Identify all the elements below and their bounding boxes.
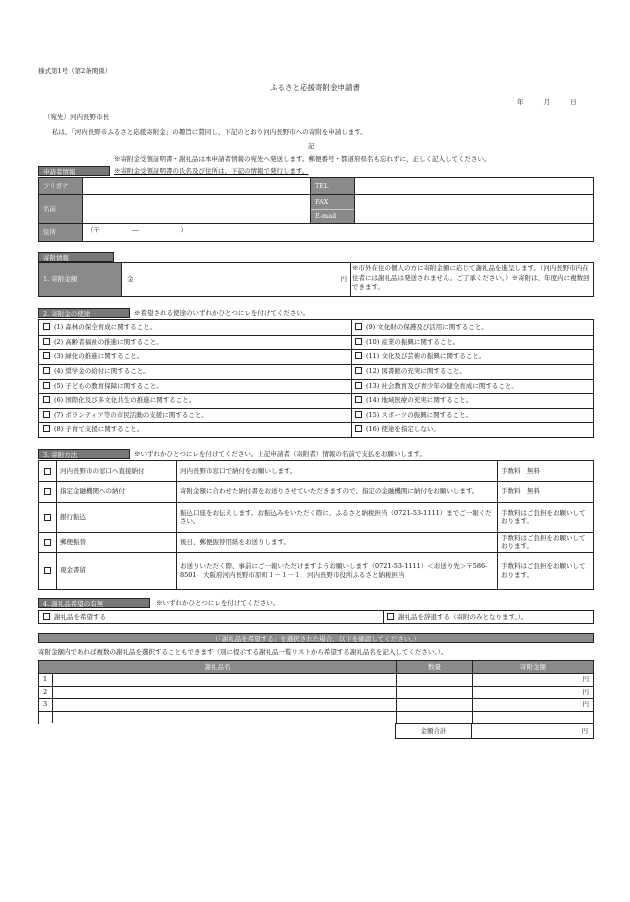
gift-col-name: 謝礼品名 [39,661,396,673]
purpose-label: (2) 高齢者福祉の推進に関すること。 [54,337,163,346]
payment-checkbox-box[interactable] [44,514,51,521]
payment-fee [498,532,593,552]
donation-note: ※市外在住の個人の方に寄附金額に応じて謝礼品を進呈します。（河内長野市内在住者には謝礼品は発送されません。ご了承ください。）※寄附は、年度内に複数回できます。 [352,264,590,291]
payment-method [57,461,176,481]
payment-method-text: 河内長野市の窓口へ直接納付 [60,466,145,475]
purpose-checkbox[interactable] [43,396,50,403]
payment-fee [498,481,593,502]
purpose-right-5[interactable] [355,379,518,394]
payment-desc-text: 後日、郵便振替用紙をお送りします。 [180,537,290,546]
gift-total-label: 金額合計 [420,727,447,735]
payment-checkbox[interactable] [39,461,56,481]
gift-select-banner: （「謝礼品を希望する」を選択された場合、以下を確認してください。） [38,633,594,643]
purpose-checkbox[interactable] [355,367,362,374]
purpose-label: (4) 奨学金の給付に関すること。 [54,366,150,375]
postal-dash: ― [132,226,139,234]
amount-label: 1. 寄附金額 [39,263,121,296]
purpose-checkbox[interactable] [355,323,362,330]
payment-desc [177,502,497,532]
payment-fee-text: 手数料 無料 [501,487,540,496]
purpose-label: (14) 地域医療の充実に関すること。 [366,396,473,405]
purpose-label: (11) 文化及び芸術の振興に関すること。 [366,352,486,361]
purpose-left-7[interactable] [43,408,208,423]
gift-select-instruction: 寄附金額内であれば複数の謝礼品を選択することもできます（別に提示する謝礼品一覧リストから希望する謝礼品名を記入してください。）。 [38,648,448,656]
note-line1: ※寄附金受領証明書・謝礼品は本申請者情報の宛先へ発送します。郵便番号・都道府県名も忘れずに、正しく記入してください。 [114,155,491,163]
name-input[interactable] [83,195,310,223]
payment-desc [177,461,497,481]
payment-checkbox-box[interactable] [44,488,51,495]
payment-desc-text: 河内長野市窓口で納付をお願いします。 [180,466,297,475]
payment-desc [177,552,497,589]
purpose-label: (13) 社会教育及び青少年の健全育成に関すること。 [366,381,518,390]
gift-qty-input[interactable] [397,698,472,711]
payment-method-text: 現金書留 [60,566,86,575]
purpose-right-1[interactable] [355,320,488,335]
postal-suffix: ） [180,226,188,234]
applicant-header: 申請者情報 [38,166,110,176]
purpose-label: (6) 国際化及び多文化共生の推進に関すること。 [54,396,196,405]
payment-checkbox-box[interactable] [44,539,51,546]
day-label: 日 [570,98,577,106]
purpose-label: (16) 使途を指定しない。 [366,425,440,434]
tel-input[interactable] [355,178,593,194]
amount-input[interactable] [123,263,349,296]
payment-method [57,552,176,589]
gift-amount-yen[interactable]: 円 [582,675,589,683]
fax-input[interactable] [355,195,593,209]
payment-checkbox[interactable] [39,552,56,589]
month-label: 月 [543,98,551,106]
year-label: 年 [517,98,524,106]
purpose-label: (15) スポーツの振興に関すること。 [366,410,473,419]
payment-desc [177,532,497,552]
address-input[interactable] [87,224,587,236]
purpose-label: (9) 文化財の保護及び活用に関すること。 [366,323,488,331]
payment-method [57,502,176,532]
gift-name-input[interactable] [53,698,396,711]
payment-method [57,532,176,552]
payment-fee-text: 手数料はご負担をお願いしております。 [501,562,586,579]
payment-checkbox-box[interactable] [44,567,51,574]
purpose-label: (8) 子育て支援に関すること。 [54,425,144,434]
payment-method-text: 銀行振込 [60,512,86,521]
email-input[interactable] [355,209,593,223]
tel-label: TEL [311,178,354,194]
gift-row-number: 3 [43,700,48,708]
purpose-left-2[interactable] [43,335,163,350]
purpose-left-8[interactable] [43,422,143,437]
gift-want-checkbox[interactable] [43,613,50,620]
purpose-checkbox[interactable] [43,382,50,389]
purpose-instruction: ※希望される使途のいずれかひとつにレを付けてください。 [134,309,310,317]
donation-table [38,262,594,297]
purpose-header: 2. 寄附金の使途 [38,308,130,318]
gift-total-yen: 円 [581,727,588,735]
payment-method-text: 郵便振替 [60,537,86,546]
purpose-checkbox[interactable] [43,425,50,432]
payment-fee [498,502,593,532]
purpose-checkbox[interactable] [355,382,362,389]
address-label: 住所 [39,224,82,241]
purpose-right-4[interactable] [355,364,466,379]
payment-fee-text: 手数料はご負担をお願いしております。 [501,508,586,525]
fax-label: FAX [311,195,354,209]
gift-row-number: 1 [43,675,48,683]
gift-row-number: 2 [43,687,48,696]
gift-table [38,660,594,724]
furigana-label: フリガナ [39,178,82,194]
purpose-checkbox[interactable] [355,425,362,432]
currency-prefix: 金 [127,275,134,283]
purpose-left-6[interactable] [43,393,195,408]
gift-options [38,610,594,624]
gift-name-input[interactable] [53,686,396,699]
gift-want-option[interactable] [43,611,373,623]
gift-instruction: ※いずれかひとつにレを付けてください。 [156,599,280,607]
purpose-checkbox[interactable] [355,352,362,359]
purpose-checkbox[interactable] [355,411,362,418]
payment-method-text: 指定金融機関への納付 [60,487,125,496]
payment-header: 3. 寄附方法 [38,449,130,459]
form-title: ふるさと応援寄附金申請書 [270,83,360,92]
gift-col-amount: 寄附金額 [473,661,593,673]
purpose-label: (10) 産業の振興に関すること。 [366,337,460,346]
purpose-label: (5) 子どもの教育保障に関すること。 [54,381,163,390]
purpose-left-4[interactable] [43,364,150,379]
applicant-table [38,177,594,242]
purpose-right-2[interactable] [355,335,459,350]
gift-amount-yen[interactable]: 円 [582,687,589,696]
date-line [517,98,597,106]
note-line2: ※寄附金受領証明書の氏名及び住所は、下記の情報で発行します。 [114,167,309,175]
addressee: （宛先）河内長野市長 [44,113,109,121]
intro-text: 私は、「河内長野市ふるさと応援寄附金」の趣旨に賛同し、下記のとおり河内長野市への寄附を申請します。 [52,128,367,136]
gift-qty-input[interactable] [397,673,472,686]
gift-decline-option[interactable] [387,611,592,623]
gift-decline-checkbox[interactable] [387,613,394,620]
purpose-left-5[interactable] [43,379,163,394]
purpose-right-8[interactable] [355,422,440,437]
purpose-label: (1) 森林の保全育成に関すること。 [54,323,157,331]
purpose-right-7[interactable] [355,408,472,423]
gift-header: 4. 謝礼品希望の有無 [38,598,150,608]
purpose-label: (12) 図書館の充実に関すること。 [366,366,466,375]
amount-yen: 円 [340,275,347,283]
payment-fee [498,552,593,589]
payment-checkbox[interactable] [39,481,56,502]
payment-table [38,460,594,590]
purpose-label: (7) ボランティア等の市民活動の支援に関すること。 [54,410,208,419]
postal-prefix: （〒 [87,226,100,234]
purpose-checkbox[interactable] [43,323,50,330]
gift-col-qty: 数量 [397,661,472,673]
purpose-left-1[interactable] [43,320,156,335]
email-label: E-mail [311,209,354,223]
purpose-label: (3) 緑化の推進に関すること。 [54,352,144,361]
purpose-checkbox[interactable] [43,367,50,374]
gift-qty-input[interactable] [397,686,472,699]
gift-want-label: 謝礼品を希望する [54,613,106,621]
payment-checkbox[interactable] [39,502,56,532]
purpose-checkbox[interactable] [43,338,50,345]
gift-amount-yen[interactable]: 円 [582,700,589,708]
payment-method [57,481,176,502]
payment-desc-text: 寄附金額に合わせた納付書をお送りさせていただきますので、指定の金融機関に納付をお願いします。 [180,487,479,496]
furigana-input[interactable] [83,178,310,194]
purpose-table [38,319,594,438]
purpose-checkbox[interactable] [355,338,362,345]
payment-desc [177,481,497,502]
payment-desc-text: 振込口座をお伝えします。お振込みをいただく際に、ふるさと納税担当（0721-53-1111）までご一報ください。 [180,508,492,525]
payment-fee-text: 手数料はご負担をお願いしております。 [501,533,586,550]
ki-label: 記 [308,142,315,150]
gift-total-row [395,723,594,739]
payment-checkbox[interactable] [39,532,56,552]
payment-instruction: ※いずれかひとつにレを付けてください。上記申請者（寄附者）情報の名前で支払をお願いします。 [134,450,426,458]
payment-fee [498,461,593,481]
payment-checkbox-box[interactable] [44,468,51,475]
purpose-right-6[interactable] [355,393,472,408]
form-number: 様式第1号（第2条関係） [38,67,112,75]
gift-name-input[interactable] [53,673,396,686]
purpose-checkbox[interactable] [43,352,50,359]
payment-fee-text: 手数料 無料 [501,466,540,475]
purpose-checkbox[interactable] [355,396,362,403]
donation-header: 寄附情報 [38,252,114,262]
name-label: 名前 [39,195,82,223]
gift-decline-label: 謝礼品を辞退する（寄附のみとなります。）。 [398,613,528,621]
purpose-left-3[interactable] [43,349,143,364]
payment-desc-text: お送りいただく際、事前にご一報いただけますようお願いします（0721-53-1111）＜お送り先＞〒586-8501 大阪府河内長野市原町１－１－１ 河内長野市役所ふるさと納税担当 [180,562,488,579]
purpose-right-3[interactable] [355,349,485,364]
purpose-checkbox[interactable] [43,411,50,418]
